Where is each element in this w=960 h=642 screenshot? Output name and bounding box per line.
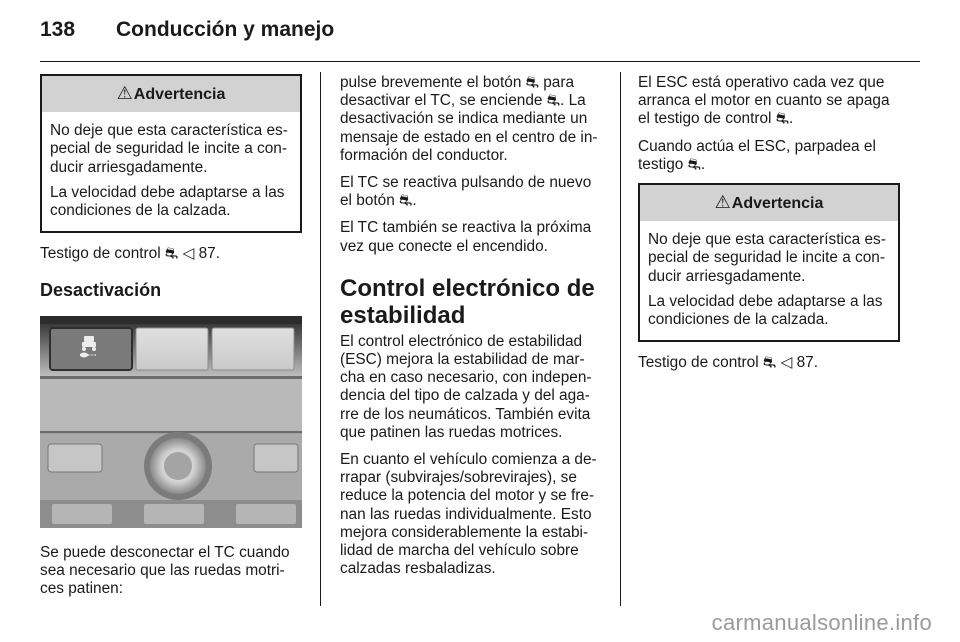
warning-triangle-icon: ⚠	[116, 83, 133, 103]
page-title: Conducción y manejo	[116, 18, 335, 41]
paragraph: En cuanto el vehículo comienza a de-rrapar (subvirajes/sobrevirajes), se reduce la potencia del motor y se fre-nan las ruedas individualmente. Esto mejora considerablemente la estabi-lidad de marcha del vehículo sobre calzadas resbaladizas.	[340, 451, 597, 578]
warning-text: La velocidad debe adaptarse a las condiciones de la calzada.	[648, 292, 883, 329]
paragraph: El TC se reactiva pulsando de nuevo el botón ⛐.	[340, 174, 592, 210]
warning-title: Advertencia	[731, 195, 824, 213]
warning-body	[640, 221, 898, 340]
paragraph: El control electrónico de estabilidad (ESC) mejora la estabilidad de mar-cha en caso necesario, con indepen-dencia del tipo de calzada y del aga-rre de los neumáticos. También evita que patinen las ruedas motrices.	[340, 332, 592, 441]
watermark: carmanualsonline.info	[711, 610, 932, 635]
column-divider-1	[320, 72, 321, 606]
control-light-reference: Testigo de control ⛐ ◁ 87.	[40, 245, 220, 263]
paragraph: El TC también se reactiva la próxima vez que conecte el encendido.	[340, 219, 592, 255]
warning-text: No deje que esta característica es-pecial de seguridad le incite a con-ducir arriesgadamente.	[648, 231, 886, 285]
paragraph: El ESC está operativo cada vez que arranca el motor en cuanto se apaga el testigo de control ⛐.	[638, 74, 890, 128]
column-right	[638, 74, 900, 381]
page-number: 138	[40, 18, 76, 41]
warning-triangle-icon: ⚠	[714, 192, 731, 213]
warning-body	[42, 112, 300, 231]
column-middle	[340, 74, 602, 587]
warning-header	[42, 76, 300, 112]
paragraph: pulse brevemente el botón ⛐ para desactivar el TC, se enciende ⛐. La desactivación se indica mediante un mensaje de estado en el centro de in-formación del conductor.	[340, 74, 598, 164]
page-header	[40, 18, 334, 42]
warning-text: La velocidad debe adaptarse a las condiciones de la calzada.	[50, 183, 285, 220]
header-rule	[40, 61, 920, 62]
warning-box-left	[40, 74, 302, 233]
warning-text: No deje que esta característica es-pecial de seguridad le incite a con-ducir arriesgadamente.	[50, 122, 288, 176]
paragraph: Cuando actúa el ESC, parpadea el testigo ⛐.	[638, 137, 876, 173]
tc-button-photo	[40, 316, 302, 528]
paragraph: Se puede desconectar el TC cuando sea necesario que las ruedas motri-ces patinen:	[40, 543, 290, 598]
section-heading-esc: Control electrónico de estabilidad	[340, 274, 595, 329]
warning-header	[640, 185, 898, 221]
warning-title: Advertencia	[133, 86, 226, 103]
warning-box-right	[638, 183, 900, 342]
subheading-deactivation: Desactivación	[40, 280, 162, 301]
column-divider-2	[620, 72, 621, 606]
control-light-reference: Testigo de control ⛐ ◁ 87.	[638, 354, 818, 372]
column-left	[40, 74, 302, 607]
